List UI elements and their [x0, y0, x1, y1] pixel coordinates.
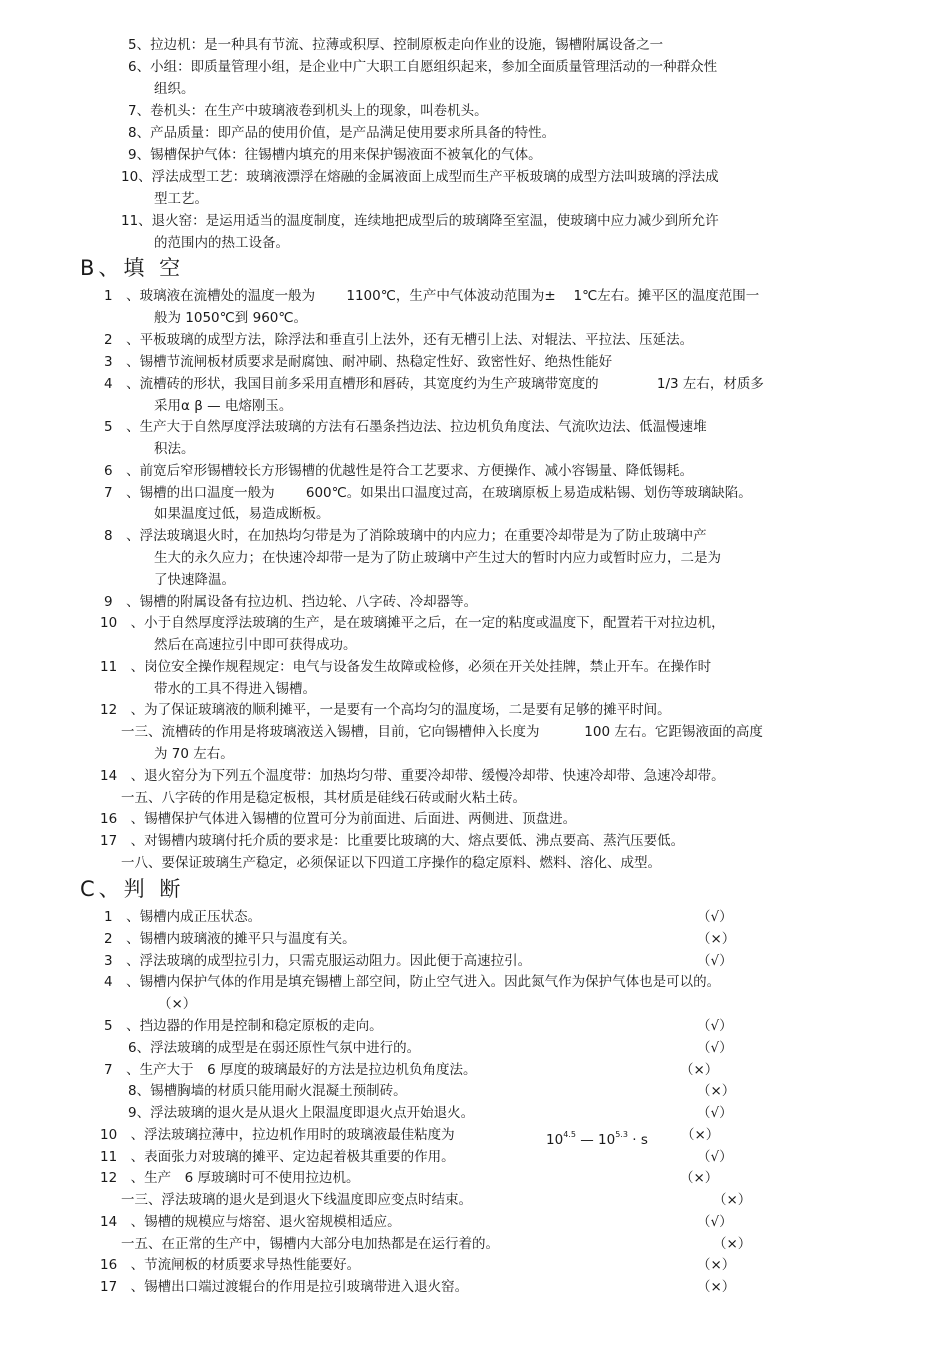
judge-mark-9: （√）	[697, 1105, 733, 1121]
judge-mark-16: （×）	[697, 1257, 736, 1273]
fill-item-10-cont: 然后在高速拉引中即可获得成功。	[154, 637, 357, 653]
section-c-heading: C、判 断	[80, 877, 185, 901]
fill-item-13-cont: 为 70 左右。	[154, 746, 234, 762]
judge-mark-14: （√）	[697, 1214, 733, 1230]
fill-item-6: 6 、前宽后窄形锡槽较长方形锡槽的优越性是符合工艺要求、方便操作、减小容锡量、降低锡耗。	[104, 463, 694, 479]
judge-item-13: 一三、浮法玻璃的退火是到退火下线温度即应变点时结束。	[121, 1192, 472, 1208]
judge-item-1: 1 、锡槽内成正压状态。	[104, 909, 262, 925]
judge-item-12: 12 、生产 6 厚玻璃时可不使用拉边机。	[100, 1170, 360, 1186]
judge-mark-2: （×）	[697, 931, 736, 947]
definition-6: 6、小组：即质量管理小组，是企业中广大职工自愿组织起来，参加全面质量管理活动的一种群众性	[128, 59, 718, 75]
definition-9: 9、锡槽保护气体：往锡槽内填充的用来保护锡液面不被氧化的气体。	[128, 147, 542, 163]
viscosity-base-2: 10	[598, 1132, 616, 1148]
judge-mark-4: （×）	[158, 996, 197, 1012]
viscosity-exp-1: 4.5	[563, 1130, 576, 1139]
fill-item-4: 4 、流槽砖的形状，我国目前多采用直槽形和唇砖，其宽度约为生产玻璃带宽度的 1/3 左右，材质多	[104, 376, 764, 392]
judge-item-8: 8、锡槽胸墙的材质只能用耐火混凝土预制砖。	[128, 1083, 407, 1099]
viscosity-dash: —	[580, 1132, 594, 1148]
fill-item-11-cont: 带水的工具不得进入锡槽。	[154, 681, 316, 697]
fill-item-8: 8 、浮法玻璃退火时，在加热均匀带是为了消除玻璃中的内应力；在重要冷却带是为了防止玻璃中产	[104, 528, 707, 544]
definition-11: 11、退火窑：是运用适当的温度制度，连续地把成型后的玻璃降至室温，使玻璃中应力减少到所允许	[121, 213, 719, 229]
fill-item-15: 一五、八字砖的作用是稳定板根，其材质是硅线石砖或耐火粘土砖。	[121, 790, 526, 806]
judge-mark-6: （√）	[697, 1040, 733, 1056]
judge-mark-8: （×）	[697, 1083, 736, 1099]
judge-mark-13: （×）	[713, 1192, 752, 1208]
fill-item-14: 14 、退火窑分为下列五个温度带：加热均匀带、重要冷却带、缓慢冷却带、快速冷却带、急速冷却带。	[100, 768, 725, 784]
definition-8: 8、产品质量：即产品的使用价值，是产品满足使用要求所具备的特性。	[128, 125, 556, 141]
judge-mark-10: （×）	[681, 1127, 720, 1143]
judge-item-15: 一五、在正常的生产中，锡槽内大部分电加热都是在运行着的。	[121, 1236, 499, 1252]
fill-item-13: 一三、流槽砖的作用是将玻璃液送入锡槽，目前，它向锡槽伸入长度为 100 左右。它距锡液面的高度	[121, 724, 763, 740]
fill-item-1-cont: 般为 1050℃到 960℃。	[154, 310, 308, 326]
fill-item-11: 11 、岗位安全操作规程规定：电气与设备发生故障或检修，必须在开关处挂牌，禁止开车。在操作时	[100, 659, 712, 675]
judge-item-10: 10 、浮法玻璃拉薄中，拉边机作用时的玻璃液最佳粘度为	[100, 1127, 455, 1143]
judge-item-6: 6、浮法玻璃的成型是在弱还原性气氛中进行的。	[128, 1040, 421, 1056]
fill-item-5: 5 、生产大于自然厚度浮法玻璃的方法有石墨条挡边法、拉边机负角度法、气流吹边法、低温慢速堆	[104, 419, 707, 435]
fill-item-12: 12 、为了保证玻璃液的顺利摊平，一是要有一个高均匀的温度场，二是要有足够的摊平时间。	[100, 702, 671, 718]
judge-item-5: 5 、挡边器的作用是控制和稳定原板的走向。	[104, 1018, 383, 1034]
judge-item-14: 14 、锡槽的规模应与熔窑、退火窑规模相适应。	[100, 1214, 401, 1230]
definition-7: 7、卷机头：在生产中玻璃液卷到机头上的现象，叫卷机头。	[128, 103, 488, 119]
fill-item-4-cont: 采用α β — 电熔刚玉。	[154, 398, 293, 414]
judge-mark-17: （×）	[697, 1279, 736, 1295]
fill-item-8-cont2: 了快速降温。	[154, 572, 235, 588]
judge-mark-5: （√）	[697, 1018, 733, 1034]
judge-mark-12: （×）	[680, 1170, 719, 1186]
definition-5: 5、拉边机：是一种具有节流、拉薄或积厚、控制原板走向作业的设施，锡槽附属设备之一	[128, 37, 664, 53]
viscosity-base-1: 10	[546, 1132, 564, 1148]
fill-item-16: 16 、锡槽保护气体进入锡槽的位置可分为前面进、后面进、两侧进、顶盘进。	[100, 811, 577, 827]
judge-mark-1: （√）	[697, 909, 733, 925]
fill-item-7-cont: 如果温度过低，易造成断板。	[154, 506, 330, 522]
fill-item-1: 1 、玻璃液在流槽处的温度一般为 1100℃，生产中气体波动范围为± 1℃左右。摊平区的温度范围一	[104, 288, 760, 304]
fill-item-5-cont: 积法。	[154, 441, 195, 457]
judge-mark-11: （√）	[697, 1149, 733, 1165]
judge-item-9: 9、浮法玻璃的退火是从退火上限温度即退火点开始退火。	[128, 1105, 475, 1121]
judge-item-4: 4 、锡槽内保护气体的作用是填充锡槽上部空间，防止空气进入。因此氮气作为保护气体也是可以的。	[104, 974, 721, 990]
judge-item-2: 2 、锡槽内玻璃液的摊平只与温度有关。	[104, 931, 356, 947]
fill-item-8-cont1: 生大的永久应力；在快速冷却带一是为了防止玻璃中产生过大的暂时内应力或暂时应力，二是为	[154, 550, 721, 566]
judge-item-3: 3 、浮法玻璃的成型拉引力，只需克服运动阻力。因此便于高速拉引。	[104, 953, 532, 969]
fill-item-2: 2 、平板玻璃的成型方法，除浮法和垂直引上法外，还有无槽引上法、对辊法、平拉法、压延法。	[104, 332, 694, 348]
definition-10-cont: 型工艺。	[154, 191, 208, 207]
judge-mark-15: （×）	[713, 1236, 752, 1252]
judge-item-11: 11 、表面张力对玻璃的摊平、定边起着极其重要的作用。	[100, 1149, 455, 1165]
fill-item-9: 9 、锡槽的附属设备有拉边机、挡边轮、八字砖、冷却器等。	[104, 594, 478, 610]
viscosity-unit: · s	[632, 1132, 648, 1148]
definition-10: 10、浮法成型工艺：玻璃液漂浮在熔融的金属液面上成型而生产平板玻璃的成型方法叫玻璃的浮法成	[121, 169, 719, 185]
judge-mark-3: （√）	[697, 953, 733, 969]
viscosity-range	[546, 1126, 648, 1149]
definition-6-cont: 组织。	[154, 81, 195, 97]
fill-item-10: 10 、小于自然厚度浮法玻璃的生产，是在玻璃摊平之后，在一定的粘度或温度下，配置若干对拉边机，	[100, 615, 725, 631]
fill-item-7: 7 、锡槽的出口温度一般为 600℃。如果出口温度过高，在玻璃原板上易造成粘锡、划伤等玻璃缺陷。	[104, 485, 752, 501]
section-b-heading: B、填 空	[80, 256, 185, 280]
viscosity-exp-2: 5.3	[615, 1130, 628, 1139]
judge-item-16: 16 、节流闸板的材质要求导热性能要好。	[100, 1257, 361, 1273]
judge-mark-7: （×）	[680, 1062, 719, 1078]
judge-item-7: 7 、生产大于 6 厚度的玻璃最好的方法是拉边机负角度法。	[104, 1062, 477, 1078]
fill-item-18: 一八、要保证玻璃生产稳定，必须保证以下四道工序操作的稳定原料、燃料、溶化、成型。	[121, 855, 661, 871]
fill-item-3: 3 、锡槽节流闸板材质要求是耐腐蚀、耐冲刷、热稳定性好、致密性好、绝热性能好	[104, 354, 613, 370]
judge-item-17: 17 、锡槽出口端过渡辊台的作用是拉引玻璃带进入退火窑。	[100, 1279, 469, 1295]
fill-item-17: 17 、对锡槽内玻璃付托介质的要求是：比重要比玻璃的大、熔点要低、沸点要高、蒸汽压要低。	[100, 833, 685, 849]
definition-11-cont: 的范围内的热工设备。	[154, 235, 289, 251]
